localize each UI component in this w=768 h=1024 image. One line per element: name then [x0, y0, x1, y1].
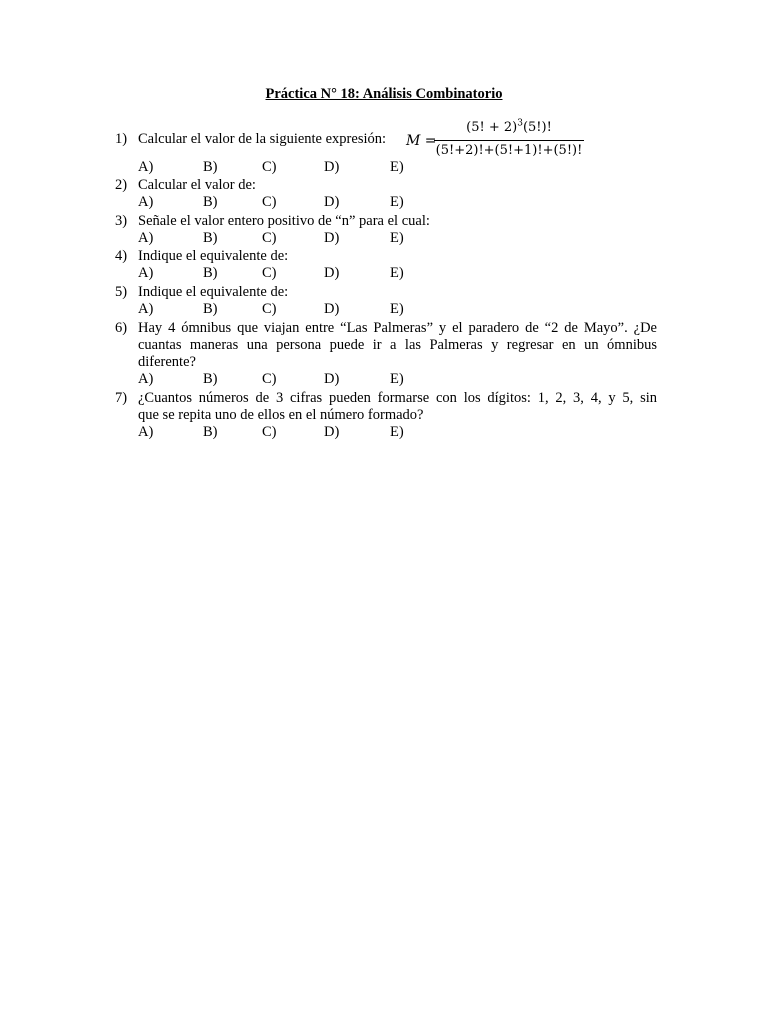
- options-row-6: [138, 371, 438, 388]
- question-text: Señale el valor entero positivo de “n” para el cual:: [138, 213, 430, 229]
- question-text-line-2: que se repita uno de ellos en el número formado?: [138, 407, 424, 423]
- option-b: B): [203, 265, 218, 281]
- option-d: D): [324, 194, 340, 210]
- question-6: [115, 320, 657, 371]
- question-5: [115, 284, 657, 301]
- question-number: 4): [115, 248, 128, 264]
- question-number: 2): [115, 177, 128, 193]
- option-d: D): [324, 301, 340, 317]
- question-number: 3): [115, 213, 128, 229]
- option-c: C): [262, 265, 277, 281]
- option-d: D): [324, 424, 340, 440]
- fraction-bar: [434, 140, 584, 141]
- option-d: D): [324, 159, 340, 175]
- question-text-line-1: Hay 4 ómnibus que viajan entre “Las Palmeras” y el paradero de “2 de Mayo”. ¿De: [138, 320, 657, 336]
- fraction-numerator: (5! + 2)$^3$(5!)!: [466, 118, 552, 135]
- options-row-3: [138, 230, 438, 247]
- option-c: C): [262, 371, 277, 387]
- fraction-denominator: (5!+2)!+(5!+1)!+(5!)!: [435, 143, 583, 158]
- options-row-2: [138, 194, 438, 211]
- option-a: A): [138, 424, 154, 440]
- option-a: A): [138, 230, 154, 246]
- option-b: B): [203, 230, 218, 246]
- option-c: C): [262, 159, 277, 175]
- option-b: B): [203, 194, 218, 210]
- option-a: A): [138, 301, 154, 317]
- question-4: [115, 248, 657, 265]
- options-row-1: [138, 159, 438, 176]
- option-e: E): [390, 265, 404, 281]
- question-text-line-1: ¿Cuantos números de 3 cifras pueden formarse con los dígitos: 1, 2, 3, 4, y 5, sin: [138, 390, 657, 406]
- option-c: C): [262, 230, 277, 246]
- question-text: Calcular el valor de:: [138, 177, 256, 193]
- option-c: C): [262, 301, 277, 317]
- options-row-7: [138, 424, 438, 441]
- question-text-line-2: cuantas maneras una persona puede ir a las Palmeras y regresar en un ómnibus: [138, 337, 657, 353]
- question-2: [115, 177, 657, 194]
- option-a: A): [138, 194, 154, 210]
- question-text: Calcular el valor de la siguiente expresión:: [138, 131, 387, 147]
- question-7: [115, 390, 657, 424]
- option-a: A): [138, 159, 154, 175]
- option-e: E): [390, 424, 404, 440]
- expression-lhs: M =: [406, 133, 437, 149]
- option-c: C): [262, 194, 277, 210]
- page-title: Práctica N° 18: Análisis Combinatorio: [265, 86, 503, 102]
- option-b: B): [203, 424, 218, 440]
- question-number: 5): [115, 284, 128, 300]
- options-row-4: [138, 265, 438, 282]
- option-c: C): [262, 424, 277, 440]
- question-number: 7): [115, 390, 128, 406]
- option-e: E): [390, 301, 404, 317]
- option-e: E): [390, 230, 404, 246]
- option-a: A): [138, 265, 154, 281]
- option-e: E): [390, 371, 404, 387]
- options-row-5: [138, 301, 438, 318]
- question-number: 6): [115, 320, 128, 336]
- option-d: D): [324, 371, 340, 387]
- question-text-line-3: diferente?: [138, 354, 196, 370]
- option-e: E): [390, 194, 404, 210]
- question-text: Indique el equivalente de:: [138, 248, 289, 264]
- option-d: D): [324, 265, 340, 281]
- option-a: A): [138, 371, 154, 387]
- option-b: B): [203, 159, 218, 175]
- option-e: E): [390, 159, 404, 175]
- question-number: 1): [115, 131, 128, 147]
- option-d: D): [324, 230, 340, 246]
- option-b: B): [203, 371, 218, 387]
- question-text: Indique el equivalente de:: [138, 284, 289, 300]
- question-3: [115, 213, 657, 230]
- option-b: B): [203, 301, 218, 317]
